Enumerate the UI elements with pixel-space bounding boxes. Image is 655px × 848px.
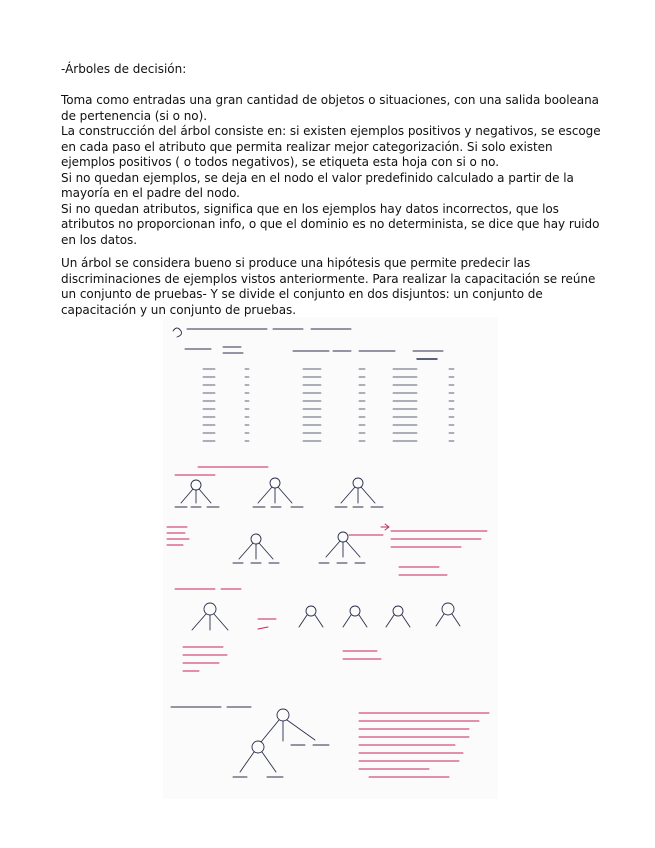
paragraph: Si no quedan atributos, significa que en los ejemplos hay datos incorrectos, que los atributos no proporcionan info, o que el dominio es no determinista, se dice que hay ruido en los datos. bbox=[61, 201, 600, 247]
paragraph-group-1 bbox=[61, 93, 601, 248]
paragraph: Un árbol se considera bueno si produce una hipótesis que permite predecir las discriminaciones de ejemplos vistos anteriormente. Para realizar la capacitación se reúne un conjunto de pruebas- Y se divide el conjunto en dos disjuntos: un conjunto de capacitación y un conjunto de pruebas. bbox=[61, 256, 596, 317]
paragraph: Si no quedan ejemplos, se deja en el nodo el valor predefinido calculado a partir de la mayoría en el padre del nodo. bbox=[61, 170, 574, 200]
paragraph: La construcción del árbol consiste en: si existen ejemplos positivos y negativos, se escoge en cada paso el atributo que permita realizar mejor categorización. Si solo existen ejemplos positivos ( o todos negativos), se etiqueta esta hoja con si o no. bbox=[61, 124, 601, 169]
paragraph-group-2 bbox=[61, 256, 601, 318]
handwritten-notes-drawing bbox=[163, 317, 498, 799]
paragraph: Toma como entradas una gran cantidad de objetos o situaciones, con una salida booleana de pertenencia (si o no). bbox=[61, 93, 599, 123]
handwritten-notes-image bbox=[163, 317, 498, 799]
section-heading: -Árboles de decisión: bbox=[61, 62, 187, 76]
